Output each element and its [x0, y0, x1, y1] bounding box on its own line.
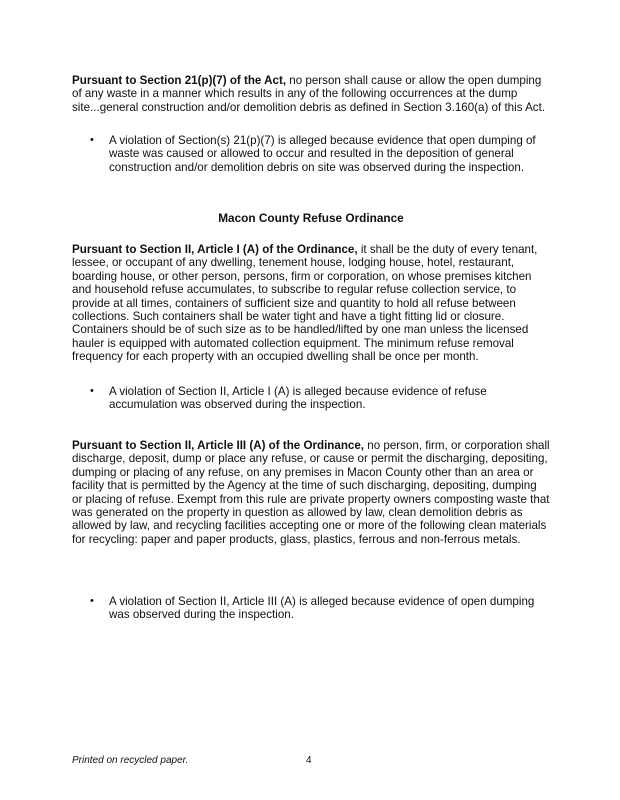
section-21p7-body: no person shall cause or allow the open dumping of any waste in a manner which results in any of the following occurrences at the dump site...general construction and/or demolition debris as defined in Section 3.160(a) of this Act.	[72, 74, 546, 114]
section-ii-article-i-paragraph	[72, 243, 550, 364]
ordinance-heading: Macon County Refuse Ordinance	[218, 211, 404, 225]
list-item	[72, 385, 550, 412]
list-item	[72, 134, 550, 174]
section-21p7-bullets	[72, 134, 550, 174]
section-ii-article-i-violation: A violation of Section II, Article I (A) is alleged because evidence of refuse accumulation was observed during the inspection.	[109, 385, 487, 412]
section-ii-article-i-body: it shall be the duty of every tenant, lessee, or occupant of any dwelling, tenement house, lodging house, hotel, restaurant, boarding house, or other person, persons, firm or corporation, on whose premises kitchen and household refuse accumulates, to subscribe to regular refuse collection service, to provide at all times, containers of sufficient size and quantity to hold all refuse between collections. Such containers shall be water tight and have a tight fitting lid or closure. Containers should be of such size as to be handled/lifted by one man unless the licensed hauler is equipped with automated collection equipment. The minimum refuse removal frequency for each property with an occupied dwelling shall be once per month.	[72, 243, 538, 364]
section-ii-article-iii-body: no person, firm, or corporation shall discharge, deposit, dump or place any refuse, or cause or permit the discharging, depositing, dumping or placing of any refuse, on any premises in Macon County other than an area or facility that is permitted by the Agency at the time of such discharging, depositing, dumping or placing of refuse. Exempt from this rule are private property owners composting waste that was generated on the property in question as allowed by law, clean demolition debris as allowed by law, and recycling facilities accepting one or more of the following clean materials for recycling: paper and paper products, glass, plastics, ferrous and non-ferrous metals.	[72, 439, 550, 546]
page-number: 4	[306, 755, 312, 766]
section-21p7-lead: Pursuant to Section 21(p)(7) of the Act,	[72, 74, 287, 87]
section-ii-article-iii-lead: Pursuant to Section II, Article III (A) of the Ordinance,	[72, 439, 365, 452]
section-21p7-paragraph	[72, 74, 550, 114]
section-ii-article-iii-violation: A violation of Section II, Article III (A) is alleged because evidence of open dumping was observed during the inspection.	[109, 595, 535, 622]
bullet-icon: •	[90, 595, 94, 607]
section-ii-article-iii-bullets	[72, 595, 550, 622]
section-21p7-violation: A violation of Section(s) 21(p)(7) is alleged because evidence that open dumping of waste was caused or allowed to occur and resulted in the deposition of general construction and/or demolition debris on site was observed during the inspection.	[109, 134, 536, 174]
section-ii-article-i-lead: Pursuant to Section II, Article I (A) of the Ordinance,	[72, 243, 358, 256]
bullet-icon: •	[90, 385, 94, 397]
section-ii-article-i-bullets	[72, 385, 550, 412]
section-ii-article-iii-paragraph	[72, 439, 550, 546]
list-item	[72, 595, 550, 622]
recycled-paper-note: Printed on recycled paper.	[72, 755, 189, 766]
bullet-icon: •	[90, 134, 94, 146]
